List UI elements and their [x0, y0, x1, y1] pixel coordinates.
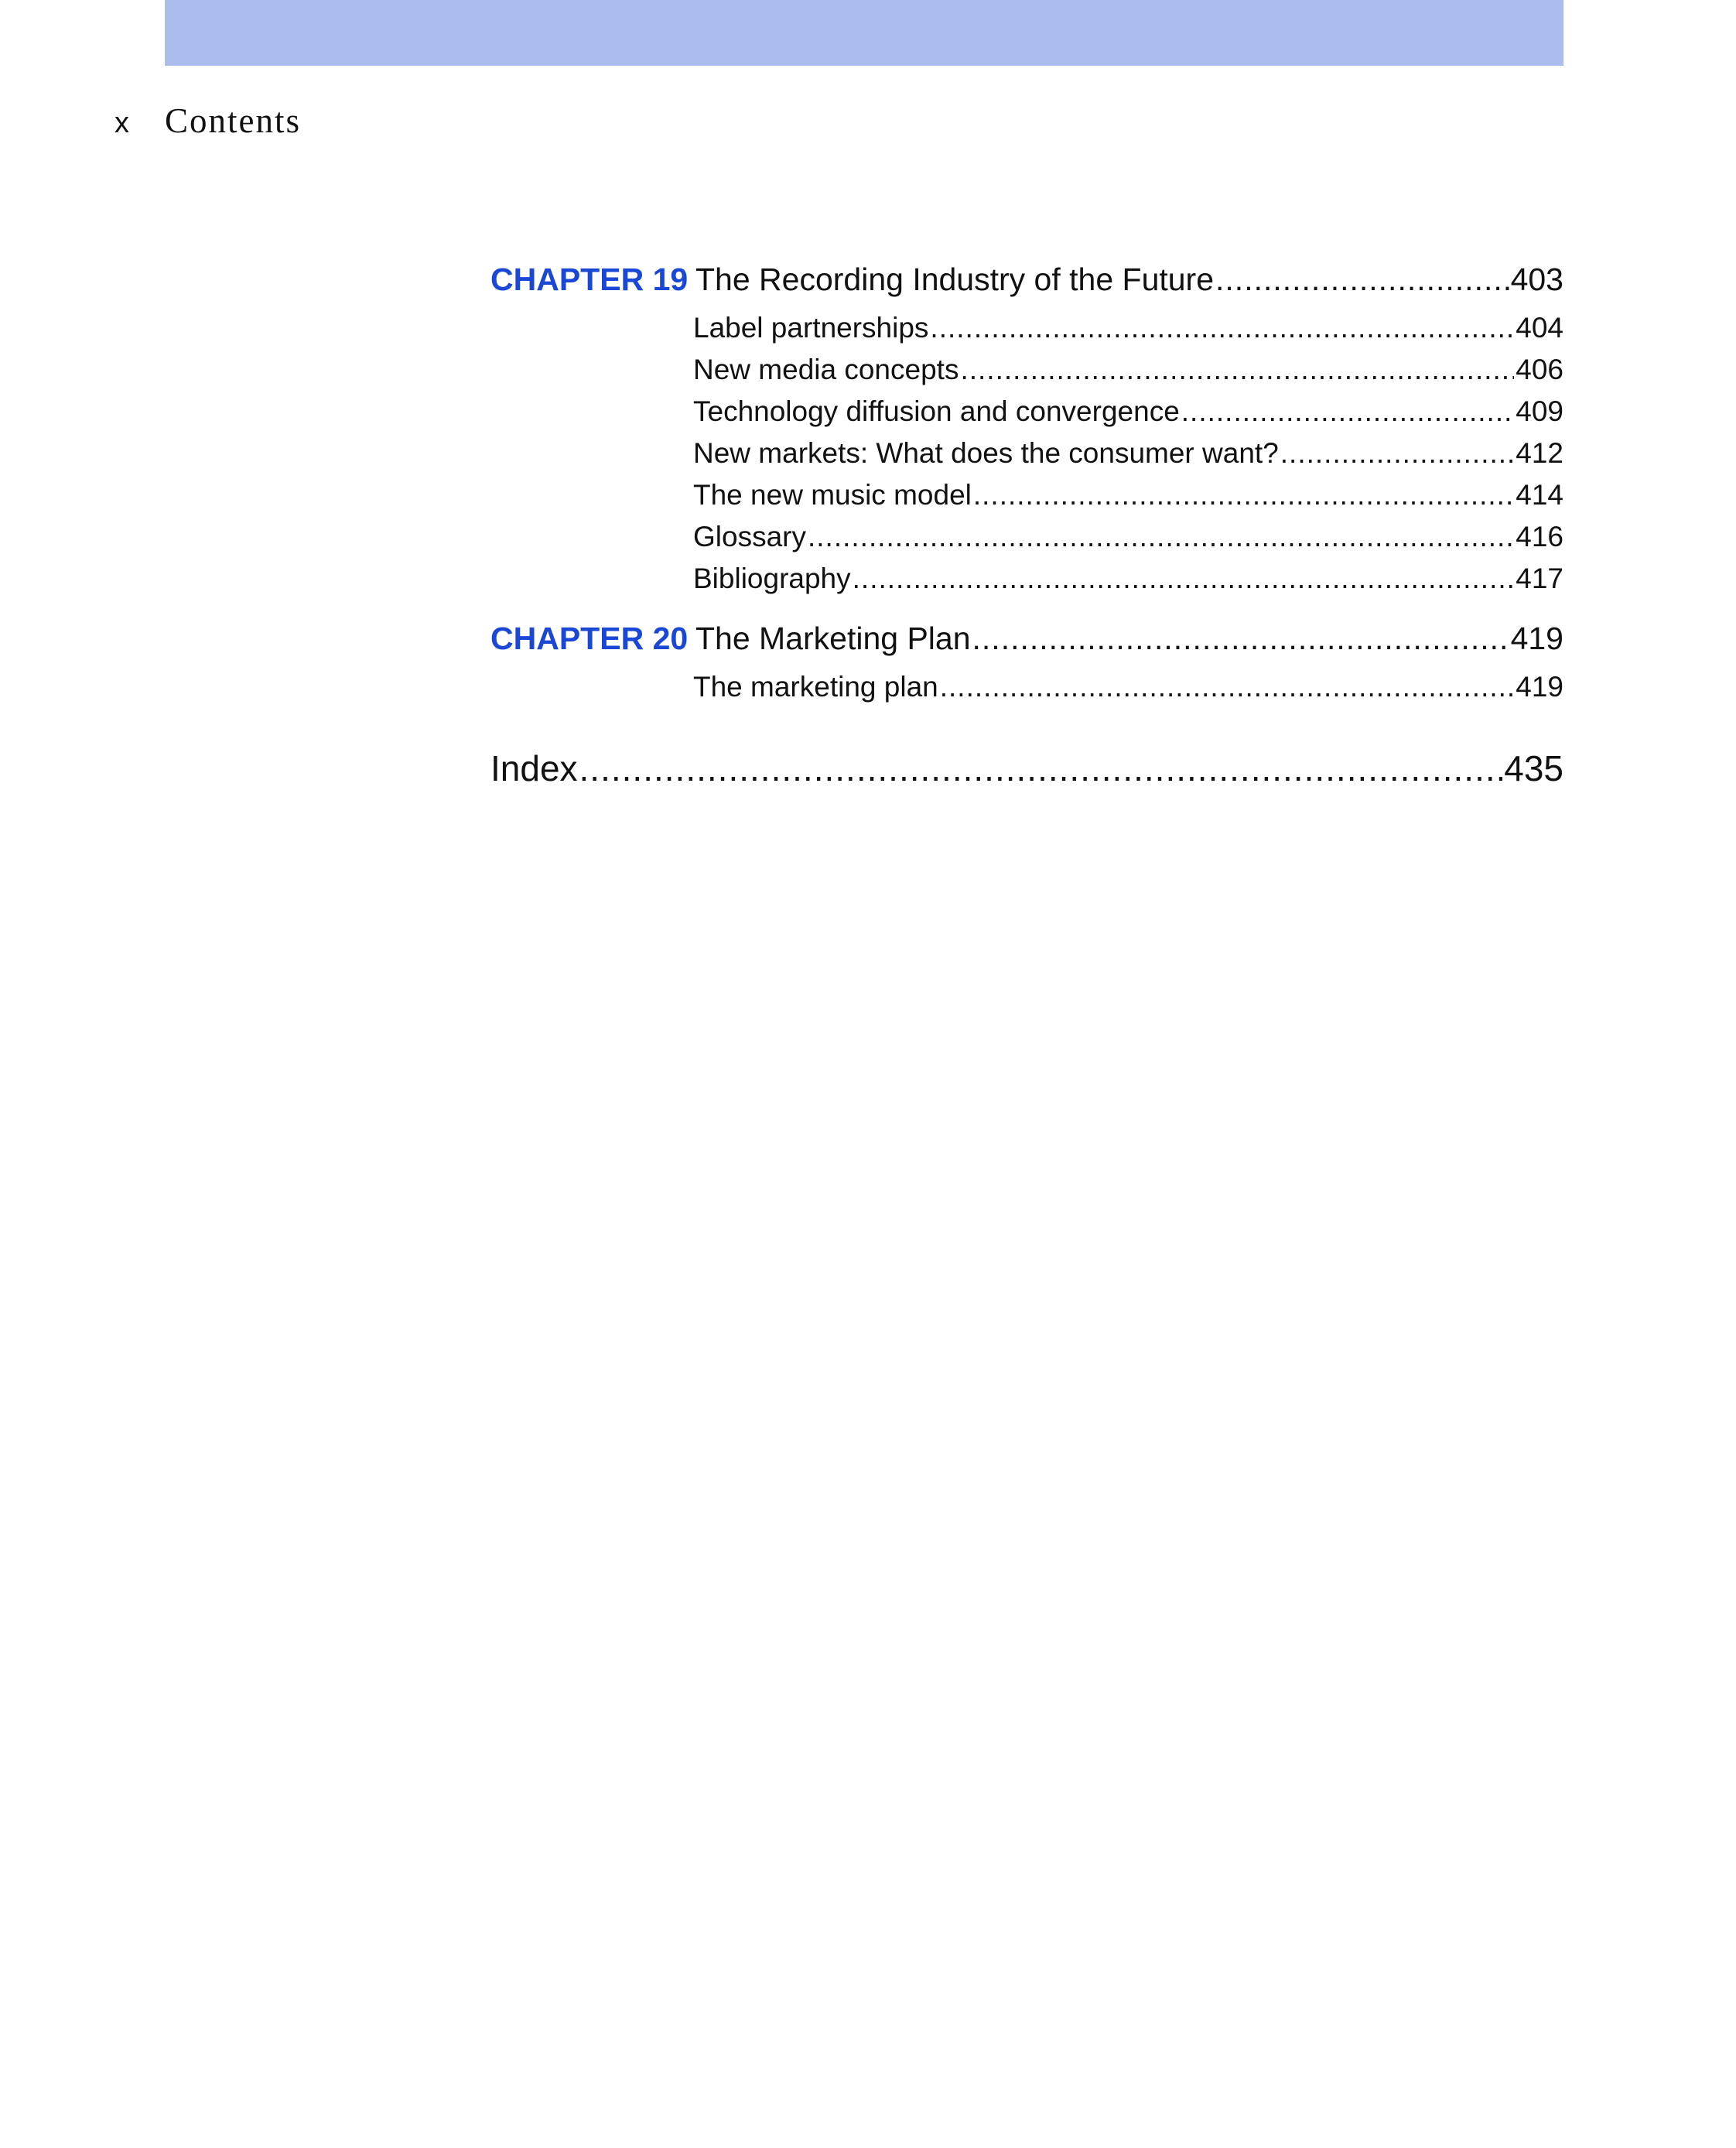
- index-title: Index: [490, 748, 578, 788]
- toc-chapter-20[interactable]: [490, 611, 1563, 666]
- toc-section[interactable]: [490, 349, 1563, 391]
- section-title: Technology diffusion and convergence: [693, 395, 1180, 427]
- page-folio: x: [114, 107, 129, 139]
- running-title: Contents: [165, 101, 302, 140]
- toc-section[interactable]: [490, 474, 1563, 516]
- toc-section[interactable]: [490, 307, 1563, 349]
- toc-section[interactable]: [490, 433, 1563, 474]
- page-number: 406: [1516, 354, 1563, 385]
- page-number: 435: [1504, 748, 1563, 788]
- dot-leader: [808, 516, 1514, 558]
- dot-leader: [972, 611, 1509, 666]
- page-number: 412: [1516, 437, 1563, 469]
- chapter-title: The Marketing Plan: [695, 621, 971, 656]
- page-number: 419: [1516, 671, 1563, 703]
- page-number: 414: [1516, 479, 1563, 511]
- page-number: 419: [1510, 621, 1563, 656]
- dot-leader: [1215, 251, 1509, 307]
- toc-section[interactable]: [490, 391, 1563, 433]
- section-title: Label partnerships: [693, 312, 929, 344]
- dot-leader: [853, 558, 1515, 600]
- dot-leader: [579, 730, 1503, 807]
- running-head: [114, 101, 301, 147]
- page-number: 416: [1516, 521, 1563, 552]
- toc-section[interactable]: [490, 558, 1563, 600]
- toc-chapter-19[interactable]: [490, 251, 1563, 307]
- page-number: 417: [1516, 563, 1563, 594]
- dot-leader: [960, 349, 1514, 391]
- section-title: The marketing plan: [693, 671, 938, 703]
- section-title: New markets: What does the consumer want?: [693, 437, 1279, 469]
- toc-section[interactable]: [490, 516, 1563, 558]
- page-number: 403: [1510, 262, 1563, 297]
- toc-section[interactable]: [490, 666, 1563, 708]
- table-of-contents: [490, 251, 1563, 807]
- section-title: Glossary: [693, 521, 806, 552]
- section-title: Bibliography: [693, 563, 851, 594]
- chapter-label: CHAPTER 19: [490, 262, 689, 297]
- dot-leader: [973, 474, 1514, 516]
- section-title: The new music model: [693, 479, 972, 511]
- section-title: New media concepts: [693, 354, 959, 385]
- header-color-band: [165, 0, 1563, 66]
- page-number: 409: [1516, 395, 1563, 427]
- toc-index[interactable]: [490, 730, 1563, 807]
- dot-leader: [1280, 433, 1515, 474]
- dot-leader: [1181, 391, 1515, 433]
- chapter-title: The Recording Industry of the Future: [695, 262, 1215, 297]
- page-number: 404: [1516, 312, 1563, 344]
- dot-leader: [930, 307, 1514, 349]
- dot-leader: [940, 666, 1515, 708]
- chapter-label: CHAPTER 20: [490, 621, 689, 656]
